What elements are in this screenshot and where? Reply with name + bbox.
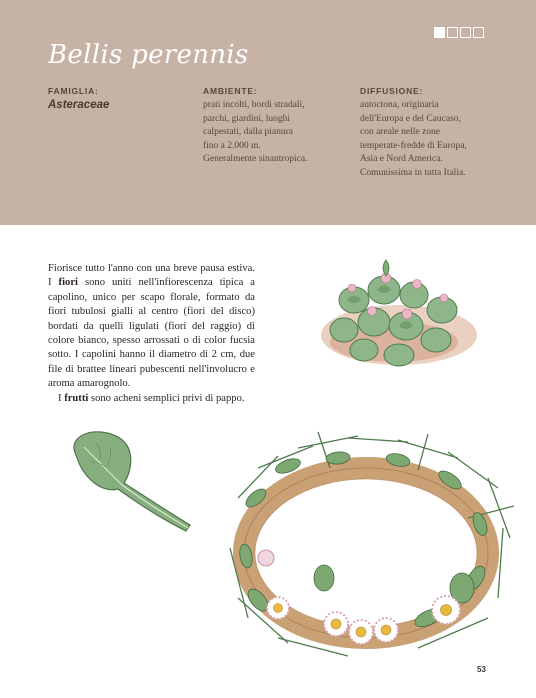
bud-cluster-illustration <box>314 250 484 375</box>
ambiente-value: prati incolti, bordi stradali, parchi, giardini, luoghi calpestati, dalla pianura fino a 2.000 m. Generalmente sinantropica. <box>203 100 308 165</box>
ambiente-label: AMBIENTE: <box>203 86 258 96</box>
page-indicator-square <box>473 27 484 38</box>
famiglia-label: FAMIGLIA: <box>48 86 99 96</box>
ambiente-column <box>203 86 353 167</box>
page-indicator-square-active <box>434 27 445 38</box>
frutti-term: frutti <box>64 392 89 404</box>
diffusione-column <box>360 86 510 181</box>
description-text <box>48 262 255 406</box>
description-paragraph-1: Fiorisce tutto l'anno con una breve pausa estiva. I fiori sono uniti nell'infiorescenza tipica a capolino, unico per scapo florale, formato da fiori tubulosi gialli al centro (fiori del disco) bordati da quelli ligulati (fiori del raggio) di colore bianco, spesso arrossati o di color fucsia sotto. I capolini hanno il diametro di 2 cm, due file di brattee lineari pubescenti nell'involucro e aroma amarognolo. <box>48 263 255 390</box>
famiglia-column <box>48 86 188 111</box>
daisy-crown-illustration <box>218 428 518 663</box>
page-indicator-square <box>460 27 471 38</box>
header-band <box>0 0 536 225</box>
diffusione-label: DIFFUSIONE: <box>360 86 424 96</box>
famiglia-value: Asteraceae <box>48 99 110 111</box>
fiori-term: fiori <box>58 277 78 289</box>
leaf-illustration <box>66 425 196 535</box>
page-indicator <box>434 27 484 38</box>
page-number: 53 <box>477 665 486 674</box>
diffusione-value: autoctona, originaria dell'Europa e del Caucaso, con areale nelle zone temperate-fredde di Europa, Asia e Nord America. Comunissima in tutta Italia. <box>360 100 467 178</box>
page-indicator-square <box>447 27 458 38</box>
description-paragraph-2: I frutti sono acheni semplici privi di pappo. <box>58 392 245 404</box>
species-title: Bellis perennis <box>48 40 249 70</box>
